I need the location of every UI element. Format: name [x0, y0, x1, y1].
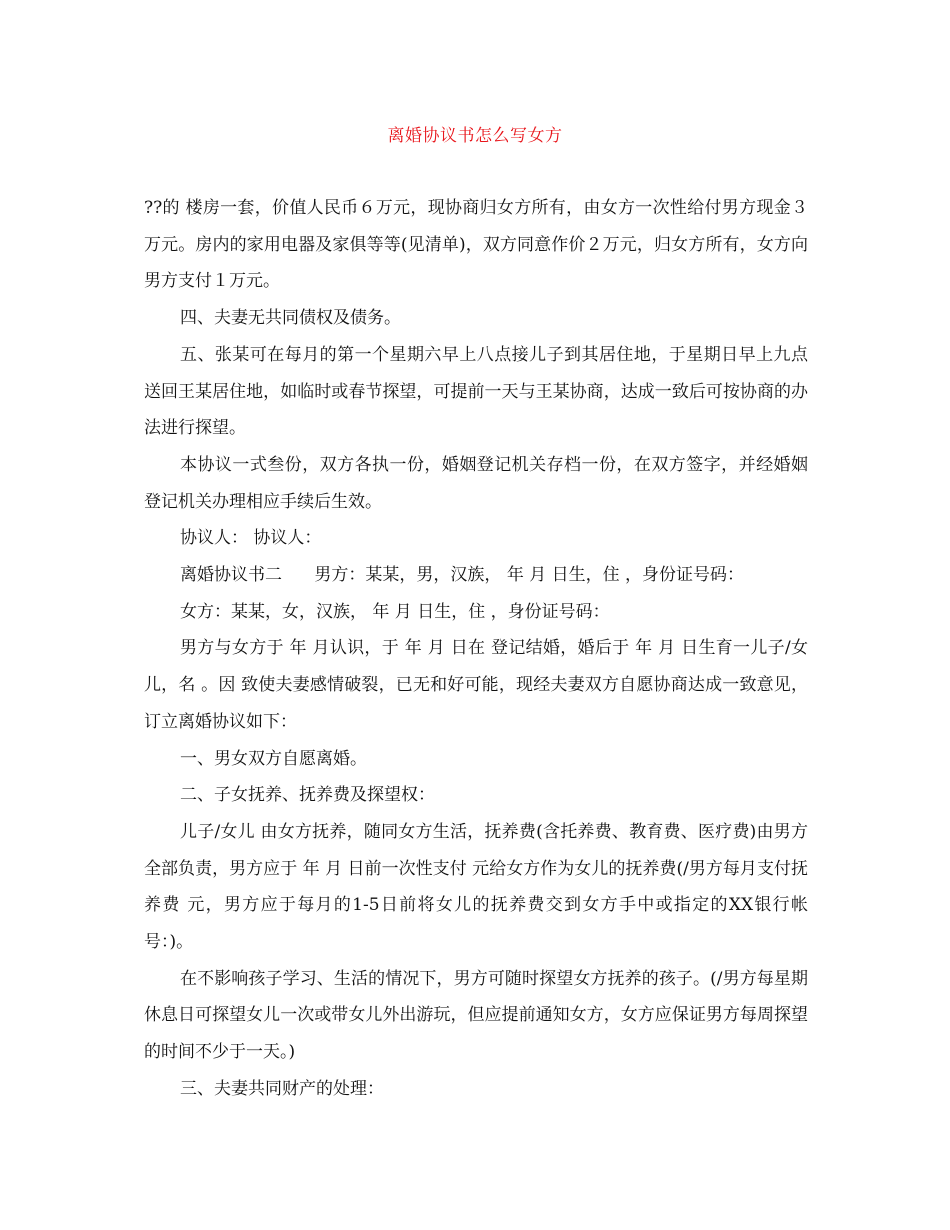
paragraph-visitation-rights: 在不影响孩子学习、生活的情况下，男方可随时探望女方抚养的孩子。(/男方每星期休息日可探望女儿一次或带女儿外出游玩，但应提前通知女方，女方应保证男方每周探望的时间不少于一天。): [144, 968, 808, 1063]
paragraph-clause-three: 三、夫妻共同财产的处理：: [180, 1078, 384, 1099]
paragraph-agreement-two-male: 离婚协议书二 男方：某某，男，汉族， 年 月 日生，住 ，身份证号码：: [180, 565, 745, 586]
document-title: 离婚协议书怎么写女方: [387, 126, 563, 146]
paragraph-copies: 本协议一式叁份，双方各执一份，婚姻登记机关存档一份，在双方签字，并经婚姻登记机关办理相应手续后生效。: [144, 454, 808, 512]
paragraph-property-house: ??的 楼房一套，价值人民币６万元，现协商归女方所有，由女方一次性给付男方现金３万元。房内的家用电器及家俱等等(见清单)，双方同意作价２万元，归女方所有，女方向男方支付１万元。: [144, 198, 808, 292]
document-body: [144, 190, 808, 1108]
paragraph-debts: 四、夫妻无共同债权及债务。: [180, 308, 401, 329]
paragraph-marriage-background: 男方与女方于 年 月认识，于 年 月 日在 登记结婚，婚后于 年 月 日生育一儿子/女儿，名 。因 致使夫妻感情破裂，已无和好可能，现经夫妻双方自愿协商达成一致意见，订立离婚协议如下：: [144, 638, 808, 732]
paragraph-child-support: 儿子/女儿 由女方抚养，随同女方生活，抚养费(含托养费、教育费、医疗费)由男方全部负责，男方应于 年 月 日前一次性支付 元给女方作为女儿的抚养费(/男方每月支付抚养费 元，男方应于每月的1-5日前将女儿的抚养费交到女方手中或指定的XX银行帐号：)。: [144, 821, 808, 953]
paragraph-clause-two: 二、子女抚养、抚养费及探望权：: [180, 785, 435, 806]
paragraph-female-party: 女方：某某，女，汉族， 年 月 日生，住 ，身份证号码：: [180, 601, 610, 622]
paragraph-signatories: 协议人： 协议人：: [180, 528, 322, 549]
paragraph-clause-one: 一、男女双方自愿离婚。: [180, 748, 367, 769]
paragraph-visitation-son: 五、张某可在每月的第一个星期六早上八点接儿子到其居住地，于星期日早上九点送回王某居住地，如临时或春节探望，可提前一天与王某协商，达成一致后可按协商的办法进行探望。: [144, 344, 808, 439]
